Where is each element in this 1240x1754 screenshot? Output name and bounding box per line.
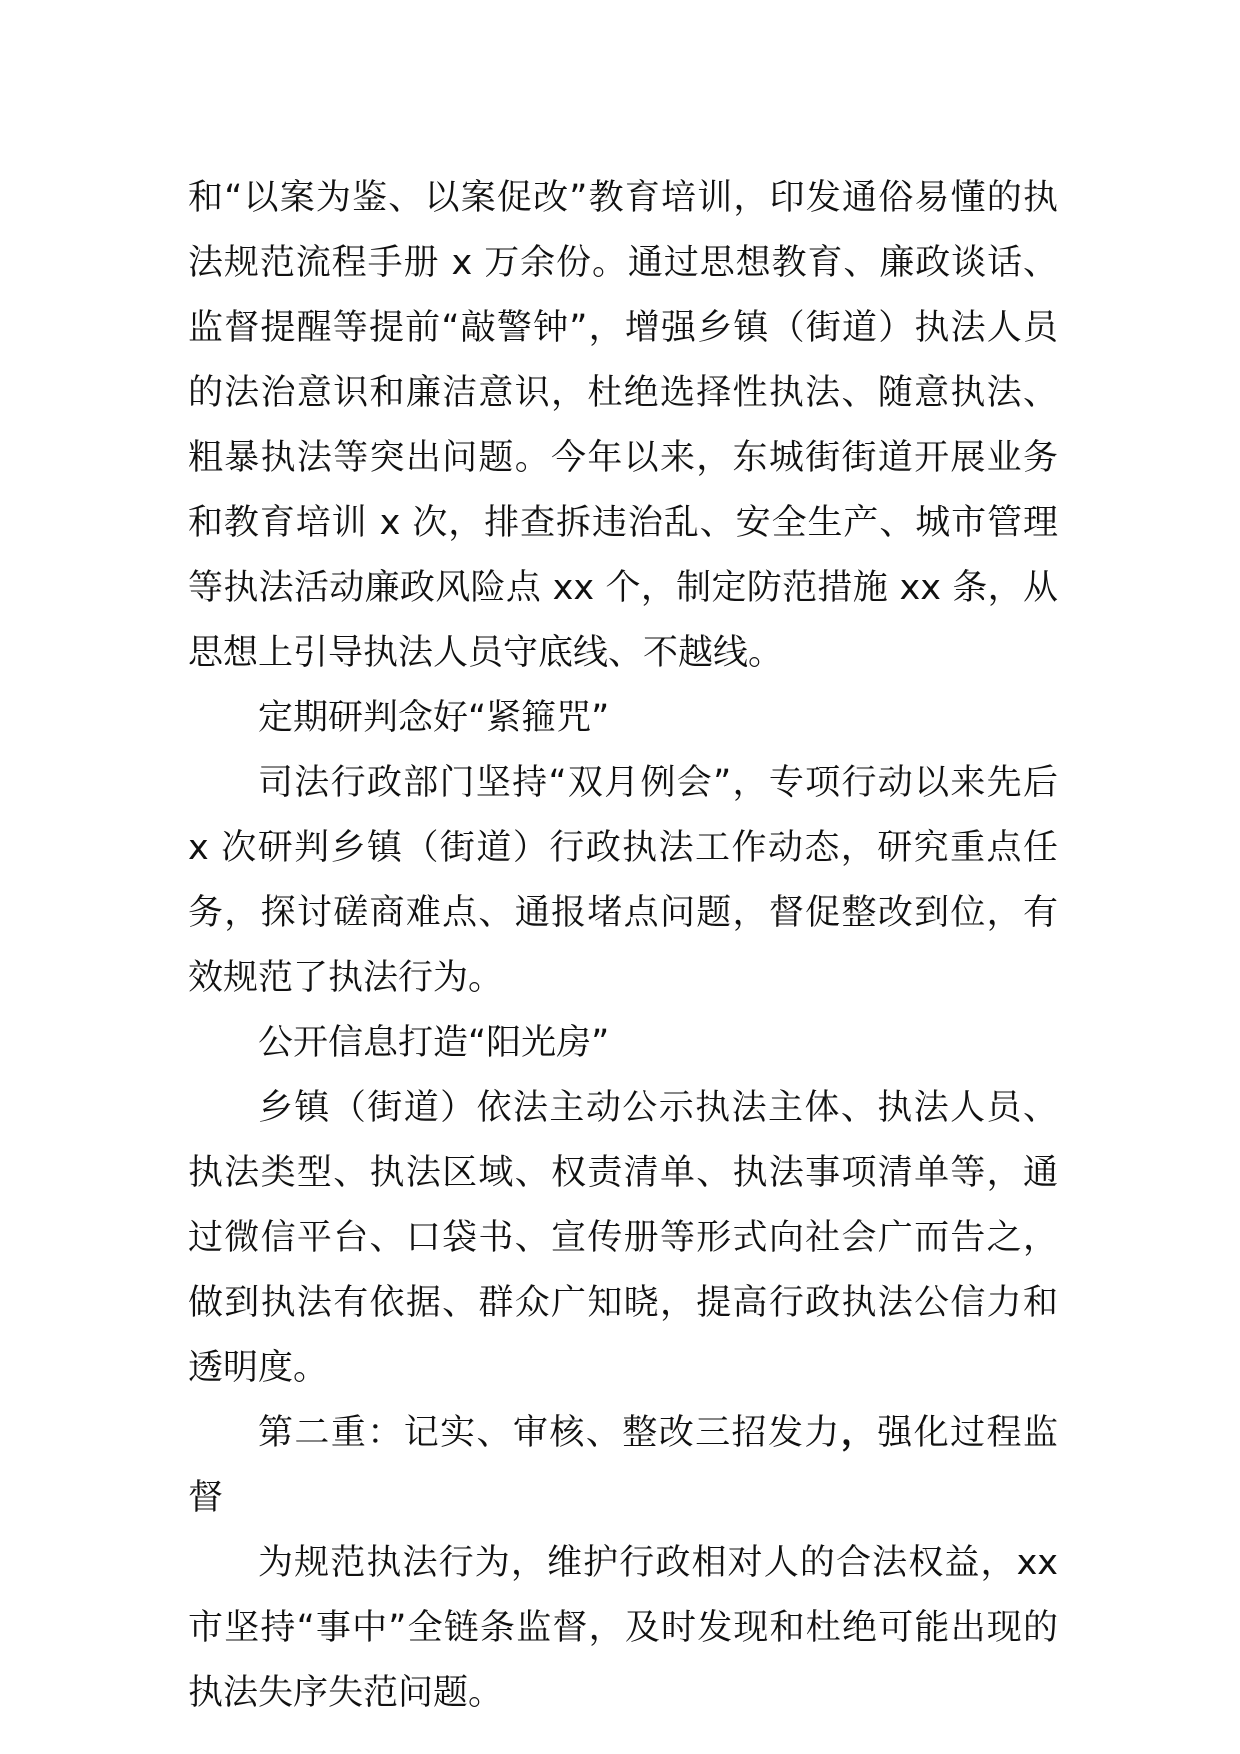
heading-comma: ， — [840, 1413, 878, 1453]
section-heading-regular-review: 定期研判念好“紧箍咒” — [258, 698, 610, 738]
heading-part-before: 第二重：记实、审核、整改三招发力 — [258, 1413, 841, 1453]
paragraph-bimonthly-meeting: 司法行政部门坚持“双月例会”，专项行动以来先后 x 次研判乡镇（街道）行政执法工作动态，研究重点任务，探讨磋商难点、通报堵点问题，督促整改到位，有效规范了执法行为。 — [188, 763, 1058, 998]
section-heading-second-layer — [188, 1401, 1058, 1531]
section-heading-open-information: 公开信息打造“阳光房” — [258, 1023, 610, 1063]
document-body — [188, 166, 1058, 1726]
paragraph-continued: 和“以案为鉴、以案促改”教育培训，印发通俗易懂的执法规范流程手册 x 万余份。通过思想教育、廉政谈话、监督提醒等提前“敲警钟”，增强乡镇（街道）执法人员的法治意识和廉洁意识，杜绝选择性执法、随意执法、粗暴执法等突出问题。今年以来，东城街街道开展业务和教育培训 x 次，排查拆违治乱、安全生产、城市管理等执法活动廉政风险点 xx 个，制定防范措施 xx 条，从思想上引导执法人员守底线、不越线。 — [188, 178, 1058, 673]
paragraph-public-disclosure: 乡镇（街道）依法主动公示执法主体、执法人员、执法类型、执法区域、权责清单、执法事项清单等，通过微信平台、口袋书、宣传册等形式向社会广而告之，做到执法有依据、群众广知晓，提高行政执法公信力和透明度。 — [188, 1088, 1058, 1388]
paragraph-process-supervision: 为规范执法行为，维护行政相对人的合法权益，xx 市坚持“事中”全链条监督，及时发现和杜绝可能出现的执法失序失范问题。 — [188, 1543, 1058, 1713]
heading-part-after: 强化过程监督 — [188, 1413, 1058, 1518]
